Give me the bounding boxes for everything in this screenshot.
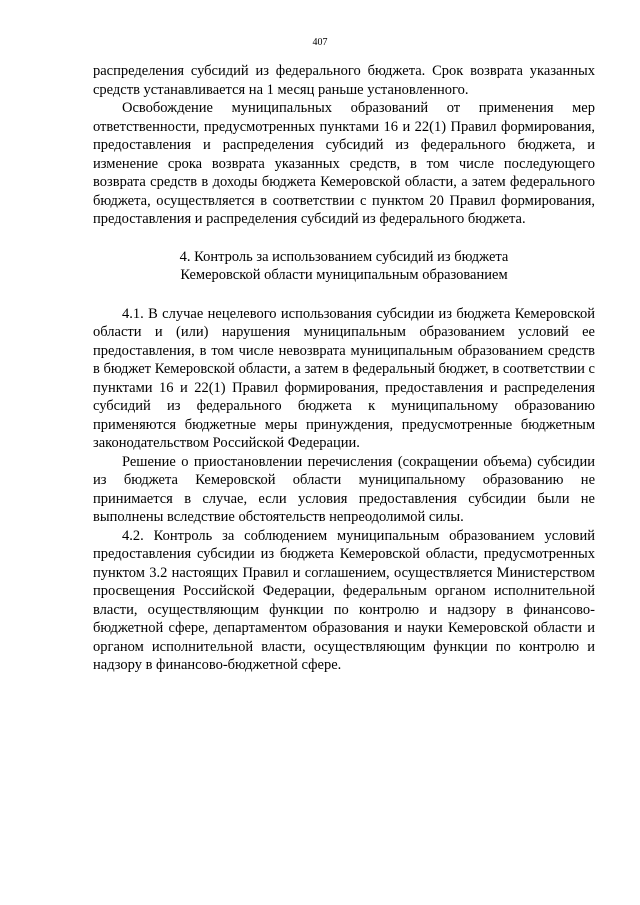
section-heading-line2: Кемеровской области муниципальным образованием bbox=[180, 267, 508, 283]
paragraph-continuation: распределения субсидий из федерального бюджета. Срок возврата указанных средств устанавливается на 1 месяц раньше установленного. bbox=[93, 63, 595, 98]
section-heading bbox=[93, 248, 595, 285]
document-body bbox=[93, 62, 595, 675]
paragraph-4-2: 4.2. Контроль за соблюдением муниципальным образованием условий предоставления субсидии из бюджета Кемеровской области, предусмотренных пунктом 3.2 настоящих Правил и соглашением, осуществляется Министерством просвещения Российской Федерации, федеральным органом исполнительной власти, осуществляющим функции по контролю и надзору в финансово-бюджетной сфере, департаментом образования и науки Кемеровской области и органом исполнительной власти, осуществляющим функции по контролю и надзору в финансово-бюджетной сфере. bbox=[93, 527, 595, 673]
section-heading-line1: 4. Контроль за использованием субсидий из бюджета bbox=[179, 248, 509, 265]
paragraph-exemption: Освобождение муниципальных образований от применения мер ответственности, предусмотренных пунктами 16 и 22(1) Правил формирования, предоставления и распределения субсидий из федерального бюджета, и изменение срока возврата указанных средств, в том числе последующего возврата средств в доходы бюджета Кемеровской области, а затем федерального бюджета, осуществляется в соответствии с пунктом 20 Правил формирования, предоставления и распределения субсидий из федерального бюджета. bbox=[93, 100, 595, 227]
page-number: 407 bbox=[312, 37, 328, 48]
paragraph-4-1: 4.1. В случае нецелевого использования субсидии из бюджета Кемеровской области и (или) нарушения муниципальным образованием условий ее предоставления, в том числе невозврата муниципальным образованием средств в бюджет Кемеровской области, а затем в федеральный бюджет, в соответствии с пунктами 16 и 22(1) Правил формирования, предоставления и распределения субсидий из федерального бюджета к муниципальному образованию применяются бюджетные меры принуждения, предусмотренные бюджетным законодательством Российской Федерации. bbox=[93, 305, 595, 451]
paragraph-decision: Решение о приостановлении перечисления (сокращении объема) субсидии из бюджета Кемеровской области муниципальному образованию не принимается в случае, если условия предоставления субсидии были не выполнены вследствие обстоятельств непреодолимой силы. bbox=[93, 453, 595, 525]
